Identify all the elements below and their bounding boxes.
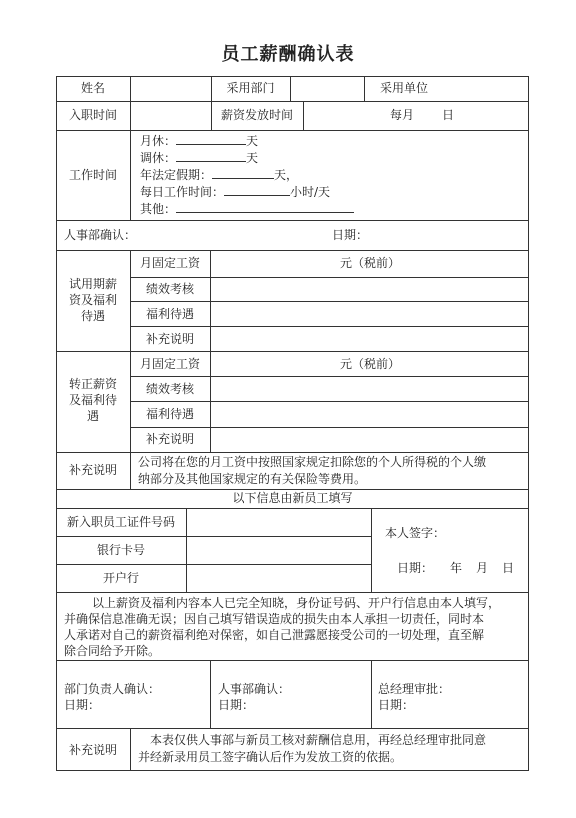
column-divider — [210, 250, 211, 452]
regular-perf-label: 绩效考核 — [145, 382, 194, 396]
probation-welfare-label: 福利待遇 — [145, 307, 194, 321]
row-divider — [56, 101, 529, 102]
footer-label: 补充说明 — [68, 743, 117, 757]
gm-approval-date-label: 日期： — [378, 698, 415, 712]
declaration-line: 除合同给予开除。 — [64, 644, 161, 658]
row-divider — [130, 301, 529, 302]
row-divider — [56, 592, 529, 593]
signature-label: 本人签字： — [385, 526, 446, 540]
row-divider — [130, 401, 529, 402]
column-divider — [303, 101, 304, 131]
row-divider — [56, 130, 529, 131]
other-label: 其他： — [140, 202, 177, 216]
regular-note-label: 补充说明 — [145, 432, 194, 446]
name-label: 姓名 — [80, 81, 105, 95]
hr-approval-label: 人事部确认： — [218, 682, 291, 696]
rest-unit: 天 — [246, 134, 259, 148]
regular-welfare-label: 福利待遇 — [145, 407, 194, 421]
holiday-label: 年法定假期： — [140, 168, 213, 182]
row-divider — [56, 728, 529, 729]
probation-perf-label: 绩效考核 — [145, 282, 194, 296]
dept-label: 采用部门 — [226, 81, 275, 95]
signature-year: 年 — [450, 561, 463, 575]
column-divider — [130, 130, 131, 221]
id-number-field[interactable] — [187, 509, 370, 535]
probation-note-label: 补充说明 — [145, 332, 194, 346]
column-divider — [210, 660, 211, 728]
unit-label: 采用单位 — [379, 81, 428, 95]
work-time-label: 工作时间 — [68, 168, 117, 182]
bank-card-label: 银行卡号 — [96, 543, 145, 557]
footer-text-line: 本表仅供人事部与新员工核对薪酬信息用，再经总经理审批同意 — [150, 733, 487, 747]
column-divider — [130, 728, 131, 771]
rest-days-blank[interactable] — [176, 133, 246, 145]
monthly-label: 每月 — [390, 108, 415, 122]
swap-days-blank[interactable] — [176, 150, 246, 162]
pay-time-label: 薪资发放时间 — [220, 108, 293, 122]
daily-hours-blank[interactable] — [224, 184, 290, 196]
rest-label: 月休： — [140, 134, 177, 148]
holiday-unit: 天， — [274, 168, 299, 182]
bank-card-field[interactable] — [187, 537, 370, 563]
bank-label: 开户行 — [102, 571, 139, 585]
hire-time-field[interactable] — [131, 102, 210, 130]
row-divider — [130, 427, 529, 428]
row-divider — [56, 660, 529, 661]
probation-label-line: 试用期薪 — [68, 277, 117, 291]
row-divider — [56, 351, 529, 352]
table-border-bottom — [56, 770, 529, 771]
new-employee-header: 以下信息由新员工填写 — [232, 491, 353, 505]
row-divider — [56, 250, 529, 251]
table-border-right — [528, 76, 529, 771]
daily-hours-line — [140, 184, 330, 200]
unit-field[interactable] — [445, 77, 527, 101]
dept-head-confirm-label: 部门负责人确认： — [64, 682, 161, 696]
row-divider — [130, 376, 529, 377]
swap-unit: 天 — [246, 151, 259, 165]
regular-label-line: 转正薪资 — [68, 377, 117, 391]
swap-days-line — [140, 150, 258, 166]
form-title: 员工薪酬确认表 — [221, 44, 355, 65]
gm-approval-label: 总经理审批： — [378, 682, 451, 696]
regular-label-line: 及福利待 — [68, 393, 117, 407]
swap-label: 调休： — [140, 151, 177, 165]
dept-field[interactable] — [291, 77, 363, 101]
declaration-line: 并确保信息准确无误；因自己填写错误造成的损失由本人承担一切责任，同时本 — [64, 612, 485, 626]
supplement-text-line: 纳部分及其他国家规定的有关保险等费用。 — [138, 472, 367, 486]
declaration-line: 人承诺对自己的薪资福利绝对保密，如自己泄露愿接受公司的一切处理，直至解 — [64, 628, 485, 642]
probation-fixed-value: 元（税前） — [340, 256, 401, 270]
row-divider — [130, 277, 529, 278]
column-divider — [371, 508, 372, 593]
row-divider — [56, 489, 529, 490]
name-field[interactable] — [131, 77, 210, 101]
declaration-line: 以上薪资及福利内容本人已完全知晓，身份证号码、开户行信息由本人填写， — [92, 596, 501, 610]
probation-label-line: 待遇 — [80, 309, 105, 323]
bank-field[interactable] — [187, 565, 370, 591]
hr-confirm-date: 日期： — [332, 228, 369, 242]
dept-head-date-label: 日期： — [64, 698, 101, 712]
footer-text-line: 并经新录用员工签字确认后作为发放工资的依据。 — [138, 750, 403, 764]
id-number-label: 新入职员工证件号码 — [66, 515, 175, 529]
signature-day: 日 — [502, 561, 515, 575]
daily-label: 每日工作时间： — [140, 185, 225, 199]
hr-confirm-label: 人事部确认： — [64, 228, 137, 242]
signature-date-label: 日期： — [397, 561, 434, 575]
regular-fixed-value: 元（税前） — [340, 357, 401, 371]
row-divider — [130, 326, 529, 327]
probation-label-line: 资及福利 — [68, 293, 117, 307]
probation-fixed-label: 月固定工资 — [139, 256, 200, 270]
holiday-blank[interactable] — [212, 167, 274, 179]
signature-month: 月 — [476, 561, 489, 575]
row-divider — [56, 452, 529, 453]
other-blank[interactable] — [176, 201, 354, 213]
regular-label-line: 遇 — [86, 409, 99, 423]
supplement-text-line: 公司将在您的月工资中按照国家规定扣除您的个人所得税的个人缴 — [138, 455, 487, 469]
daily-unit: 小时/天 — [290, 185, 331, 199]
supplement-label: 补充说明 — [68, 463, 117, 477]
day-label: 日 — [442, 108, 455, 122]
hr-approval-date-label: 日期： — [218, 698, 255, 712]
column-divider — [371, 660, 372, 728]
holiday-line — [140, 167, 298, 183]
other-line — [140, 201, 354, 217]
regular-fixed-label: 月固定工资 — [139, 357, 200, 371]
row-divider — [56, 220, 529, 221]
rest-days-line — [140, 133, 258, 149]
hire-time-label: 入职时间 — [68, 108, 117, 122]
